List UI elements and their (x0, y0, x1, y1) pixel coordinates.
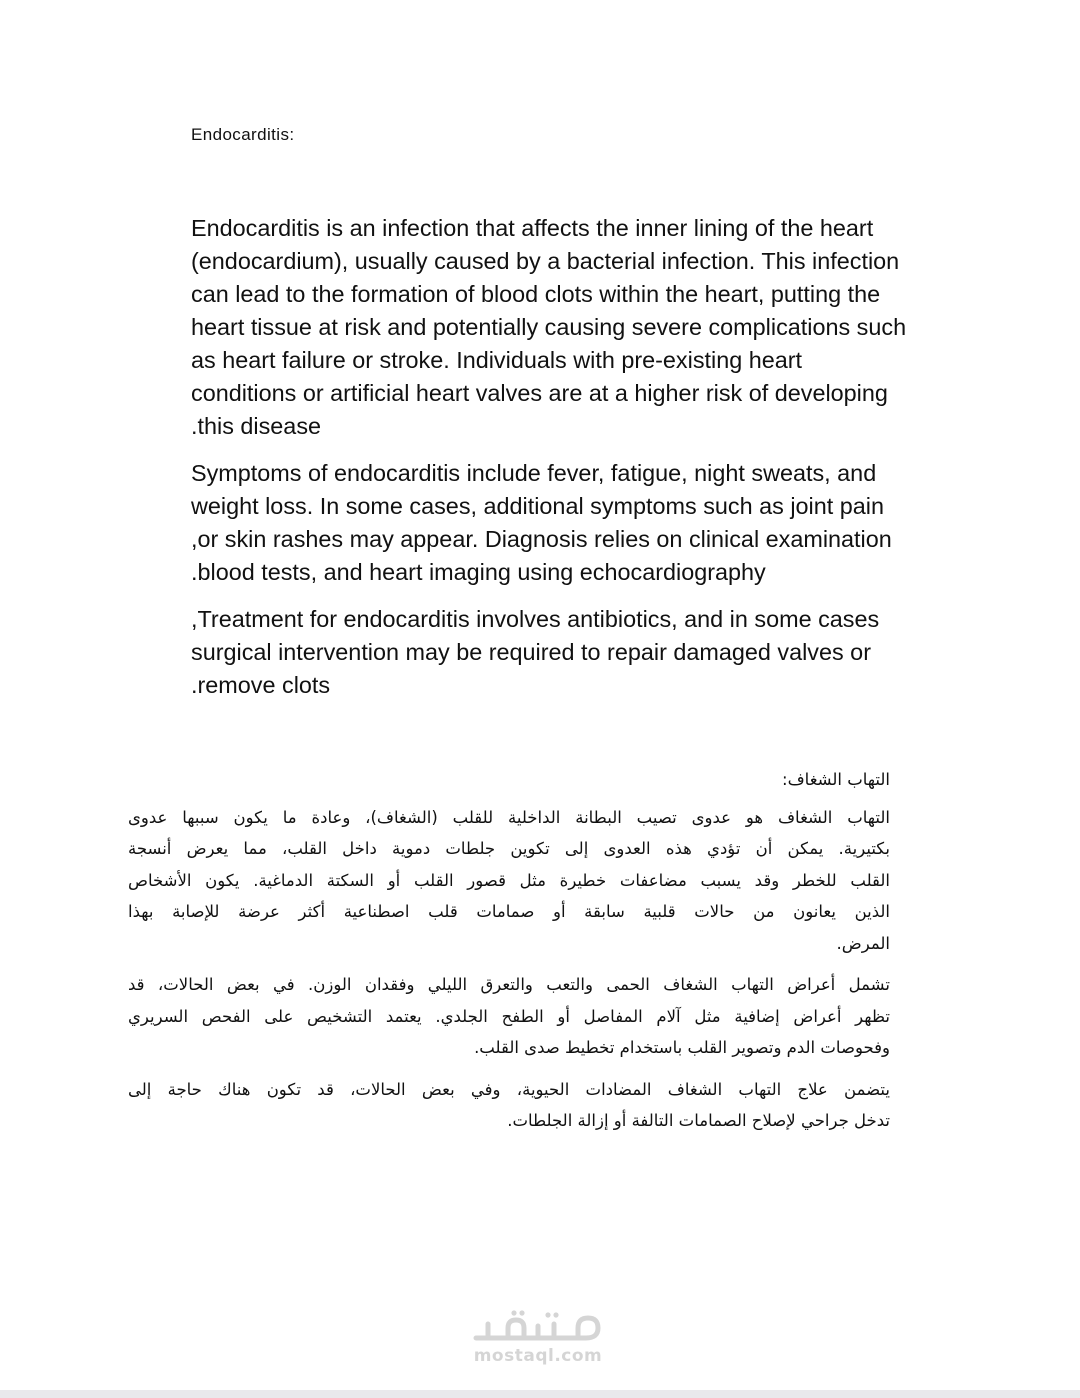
arabic-body (128, 764, 890, 1147)
text-line: الذين يعانون من حالات قلبية سابقة أو صمامات قلب اصطناعية أكثر عرضة للإصابة بهذا (128, 902, 890, 921)
mostaql-logo-icon (468, 1310, 608, 1348)
english-paragraph-definition (191, 212, 951, 443)
text-line: as heart failure or stroke. Individuals with pre-existing heart (191, 347, 803, 373)
english-paragraph-symptoms (191, 457, 951, 589)
english-body (191, 212, 951, 716)
text-line: بكتيرية. يمكن أن تؤدي هذه العدوى إلى تكوين جلطات دموية داخل القلب، مما يعرض أنسجة (128, 839, 890, 858)
page-bottom-edge (0, 1390, 1080, 1398)
text-line: Endocarditis is an infection that affects the inner lining of the heart (191, 215, 874, 241)
text-line: تشمل أعراض التهاب الشغاف الحمى والتعب والتعرق الليلي وفقدان الوزن. في بعض الحالات، قد (128, 975, 890, 994)
text-line: .blood tests, and heart imaging using echocardiography (191, 559, 766, 585)
english-heading: Endocarditis: (191, 125, 295, 144)
mostaql-watermark (463, 1310, 613, 1366)
arabic-paragraph-treatment (128, 1074, 890, 1137)
watermark-domain: mostaql.com (473, 1346, 603, 1366)
text-line: القلب للخطر وقد يسبب مضاعفات خطيرة مثل قصور القلب أو السكتة الدماغية. يكون الأشخاص (128, 870, 890, 890)
arabic-paragraph-definition (128, 802, 890, 960)
arabic-heading: التهاب الشغاف: (782, 770, 890, 789)
text-line: surgical intervention may be required to repair damaged valves or (191, 639, 871, 665)
text-line: .this disease (191, 413, 322, 439)
text-line: ,or skin rashes may appear. Diagnosis relies on clinical examination (191, 526, 892, 552)
text-line: (endocardium), usually caused by a bacterial infection. This infection (191, 248, 900, 274)
text-line: المرض. (836, 933, 890, 953)
text-line: can lead to the formation of blood clots within the heart, putting the (191, 281, 881, 307)
text-line: وفحوصات الدم وتصوير القلب باستخدام تخطيط صدى القلب. (474, 1038, 890, 1057)
text-line: يتضمن علاج التهاب الشغاف المضادات الحيوية، وفي بعض الحالات، قد تكون هناك حاجة إلى (128, 1079, 890, 1099)
text-line: .remove clots (191, 672, 331, 698)
english-paragraph-treatment (191, 603, 951, 702)
text-line: التهاب الشغاف هو عدوى تصيب البطانة الداخلية للقلب (الشغاف)، وعادة ما يكون سببها عدوى (128, 807, 890, 827)
text-line: Symptoms of endocarditis include fever, fatigue, night sweats, and (191, 460, 877, 486)
text-line: conditions or artificial heart valves are at a higher risk of developing (191, 380, 888, 406)
arabic-paragraph-symptoms (128, 969, 890, 1064)
text-line: weight loss. In some cases, additional symptoms such as joint pain (191, 493, 884, 519)
text-line: تدخل جراحي لإصلاح الصمامات التالفة أو إزالة الجلطات. (507, 1111, 890, 1130)
text-line: heart tissue at risk and potentially causing severe complications such (191, 314, 907, 340)
text-line: تظهر أعراض إضافية مثل آلام المفاصل أو الطفح الجلدي. يعتمد التشخيص على الفحص السريري (128, 1006, 890, 1026)
text-line: ,Treatment for endocarditis involves antibiotics, and in some cases (191, 606, 880, 632)
